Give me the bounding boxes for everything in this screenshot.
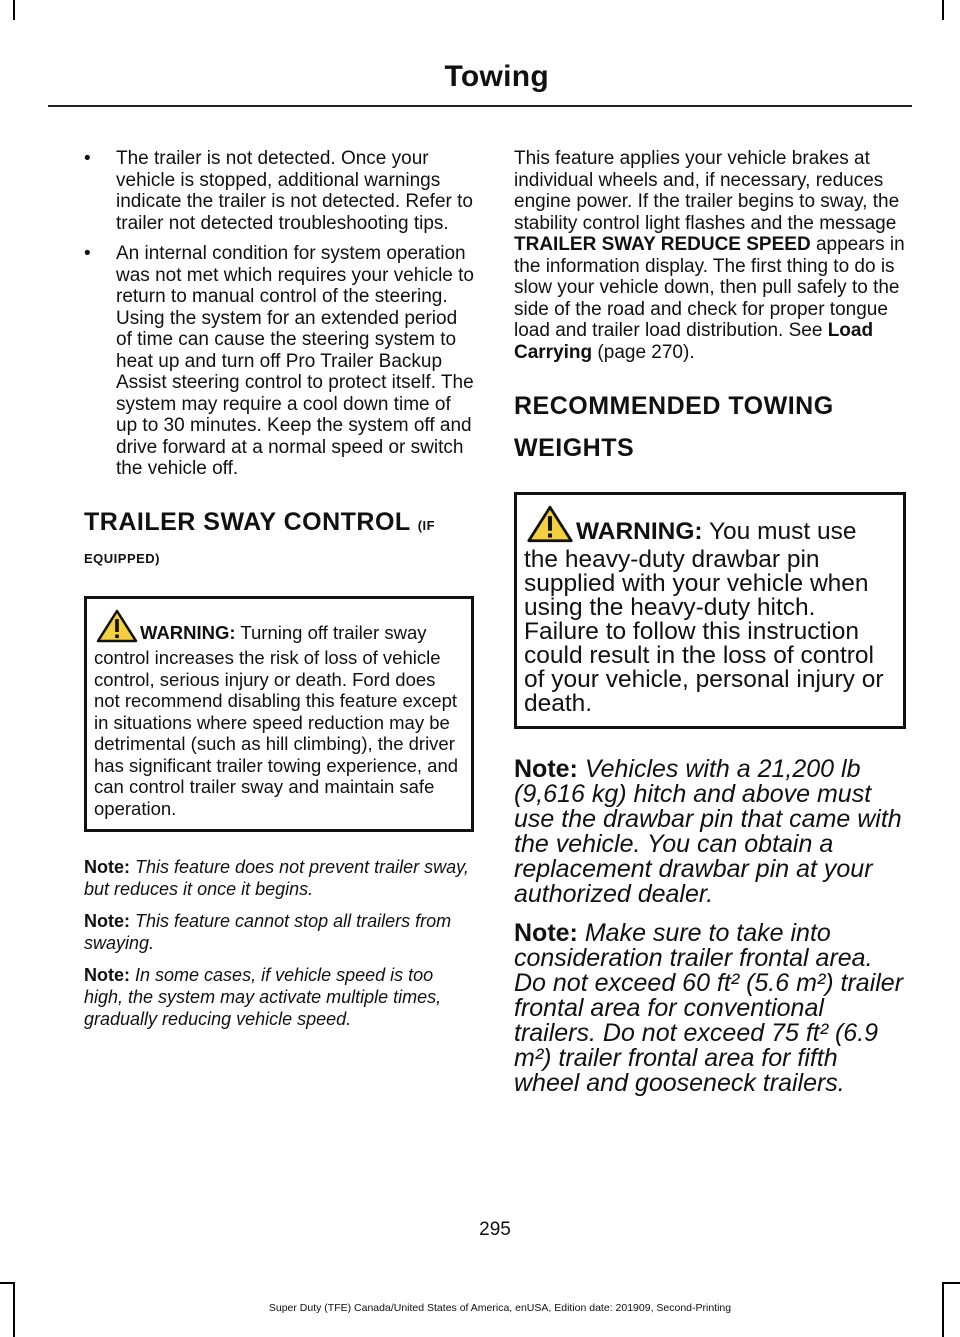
crop-mark-bottom-right-h [942, 1282, 960, 1284]
right-column [514, 148, 906, 1110]
warning-label: WARNING: [140, 621, 236, 643]
para-text: This feature applies your vehicle brakes at individual wheels and, if necessary, reduces engine power. If the trailer begins to sway, the stability control light flashes and the message [514, 148, 900, 234]
section-title-recommended-weights-2 [514, 434, 906, 462]
warning-paragraph [524, 505, 897, 716]
note-label: Note: [514, 755, 578, 783]
notes-group [514, 757, 906, 1096]
note-label: Note: [84, 857, 130, 877]
sway-description [514, 148, 906, 363]
section-title-line: RECOMMENDED TOWING [514, 392, 834, 420]
left-column [84, 148, 474, 1040]
note [84, 910, 474, 954]
section-title-text: TRAILER SWAY CONTROL [84, 507, 411, 536]
para-text: appears in the information display. The first thing to do is slow your vehicle down, then pull safely to the side of the road and check for proper tongue load and trailer load distribution. See [514, 234, 905, 341]
bullet-list [84, 148, 474, 480]
section-subtitle: EQUIPPED) [84, 550, 161, 566]
note-text: Vehicles with a 21,200 lb (9,616 kg) hitch and above must use the drawbar pin that came with the vehicle. You can obtain a replacement drawbar pin at your authorized dealer. [514, 755, 902, 908]
header-divider [48, 105, 912, 107]
note-text: In some cases, if vehicle speed is too high, the system may activate multiple times, gradually reducing vehicle speed. [84, 965, 442, 1029]
warning-box-drawbar [514, 492, 906, 729]
section-title-suffix: (IF [417, 517, 436, 533]
section-title-recommended-weights [514, 392, 906, 420]
page-header-title: Towing [444, 60, 549, 93]
crop-mark-bottom-left-h [0, 1282, 15, 1284]
section-title-line: WEIGHTS [514, 434, 635, 462]
crop-mark-top-left [13, 0, 15, 20]
note-label: Note: [84, 965, 130, 985]
page-number: 295 [479, 1219, 511, 1240]
page-reference: (page 270). [597, 341, 695, 363]
note [514, 921, 906, 1096]
notes-group [84, 856, 474, 1030]
warning-paragraph [94, 609, 465, 820]
note [84, 856, 474, 900]
warning-box-sway [84, 596, 474, 833]
warning-triangle-icon [526, 505, 574, 548]
note-text: This feature cannot stop all trailers from swaying. [84, 911, 452, 953]
warning-triangle-icon [96, 609, 138, 648]
note-label: Note: [84, 911, 130, 931]
bullet-item: • An internal condition for system operation was not met which requires your vehicle to return to manual control of the steering. Using the system for an extended period of time can cause the steering system to heat up and turn off Pro Trailer Backup Assist steering control to protect itself. The system may require a cool down time of up to 30 minutes. Keep the system off and drive forward at a normal speed or switch the vehicle off. [84, 243, 474, 480]
section-title-trailer-sway [84, 508, 474, 537]
crop-mark-top-right [942, 0, 944, 20]
note [84, 964, 474, 1030]
warning-text: Turning off trailer sway control increases the risk of loss of vehicle control, serious injury or death. Ford does not recommend disabling this feature except in situations where speed reduction may be detrimental (such as hill climbing), the driver has significant trailer towing experience, and can control trailer sway and maintain safe operation. [94, 621, 459, 819]
warning-label: WARNING: [576, 518, 703, 545]
note-label: Note: [514, 919, 578, 947]
note-text: This feature does not prevent trailer sway, but reduces it once it begins. [84, 857, 469, 899]
note [514, 757, 906, 907]
message-text: TRAILER SWAY REDUCE SPEED [514, 234, 811, 255]
footer-edition-info: Super Duty (TFE) Canada/United States of America, enUSA, Edition date: 201909, Second-Printing [268, 1302, 732, 1314]
warning-text: You must use the heavy-duty drawbar pin supplied with your vehicle when using the heavy-duty hitch. Failure to follow this instruction could result in the loss of control of your vehicle, personal injury or death. [524, 518, 884, 717]
bullet-item: • The trailer is not detected. Once your vehicle is stopped, additional warnings indicate the trailer is not detected. Refer to trailer not detected troubleshooting tips. [84, 148, 474, 234]
note-text: Make sure to take into consideration trailer frontal area. Do not exceed 60 ft² (5.6 m²) trailer frontal area for conventional trailers. Do not exceed 75 ft² (6.9 m²) trailer frontal area for fifth wheel and gooseneck trailers. [514, 919, 904, 1097]
cross-reference-link[interactable]: Load Carrying [514, 320, 874, 363]
